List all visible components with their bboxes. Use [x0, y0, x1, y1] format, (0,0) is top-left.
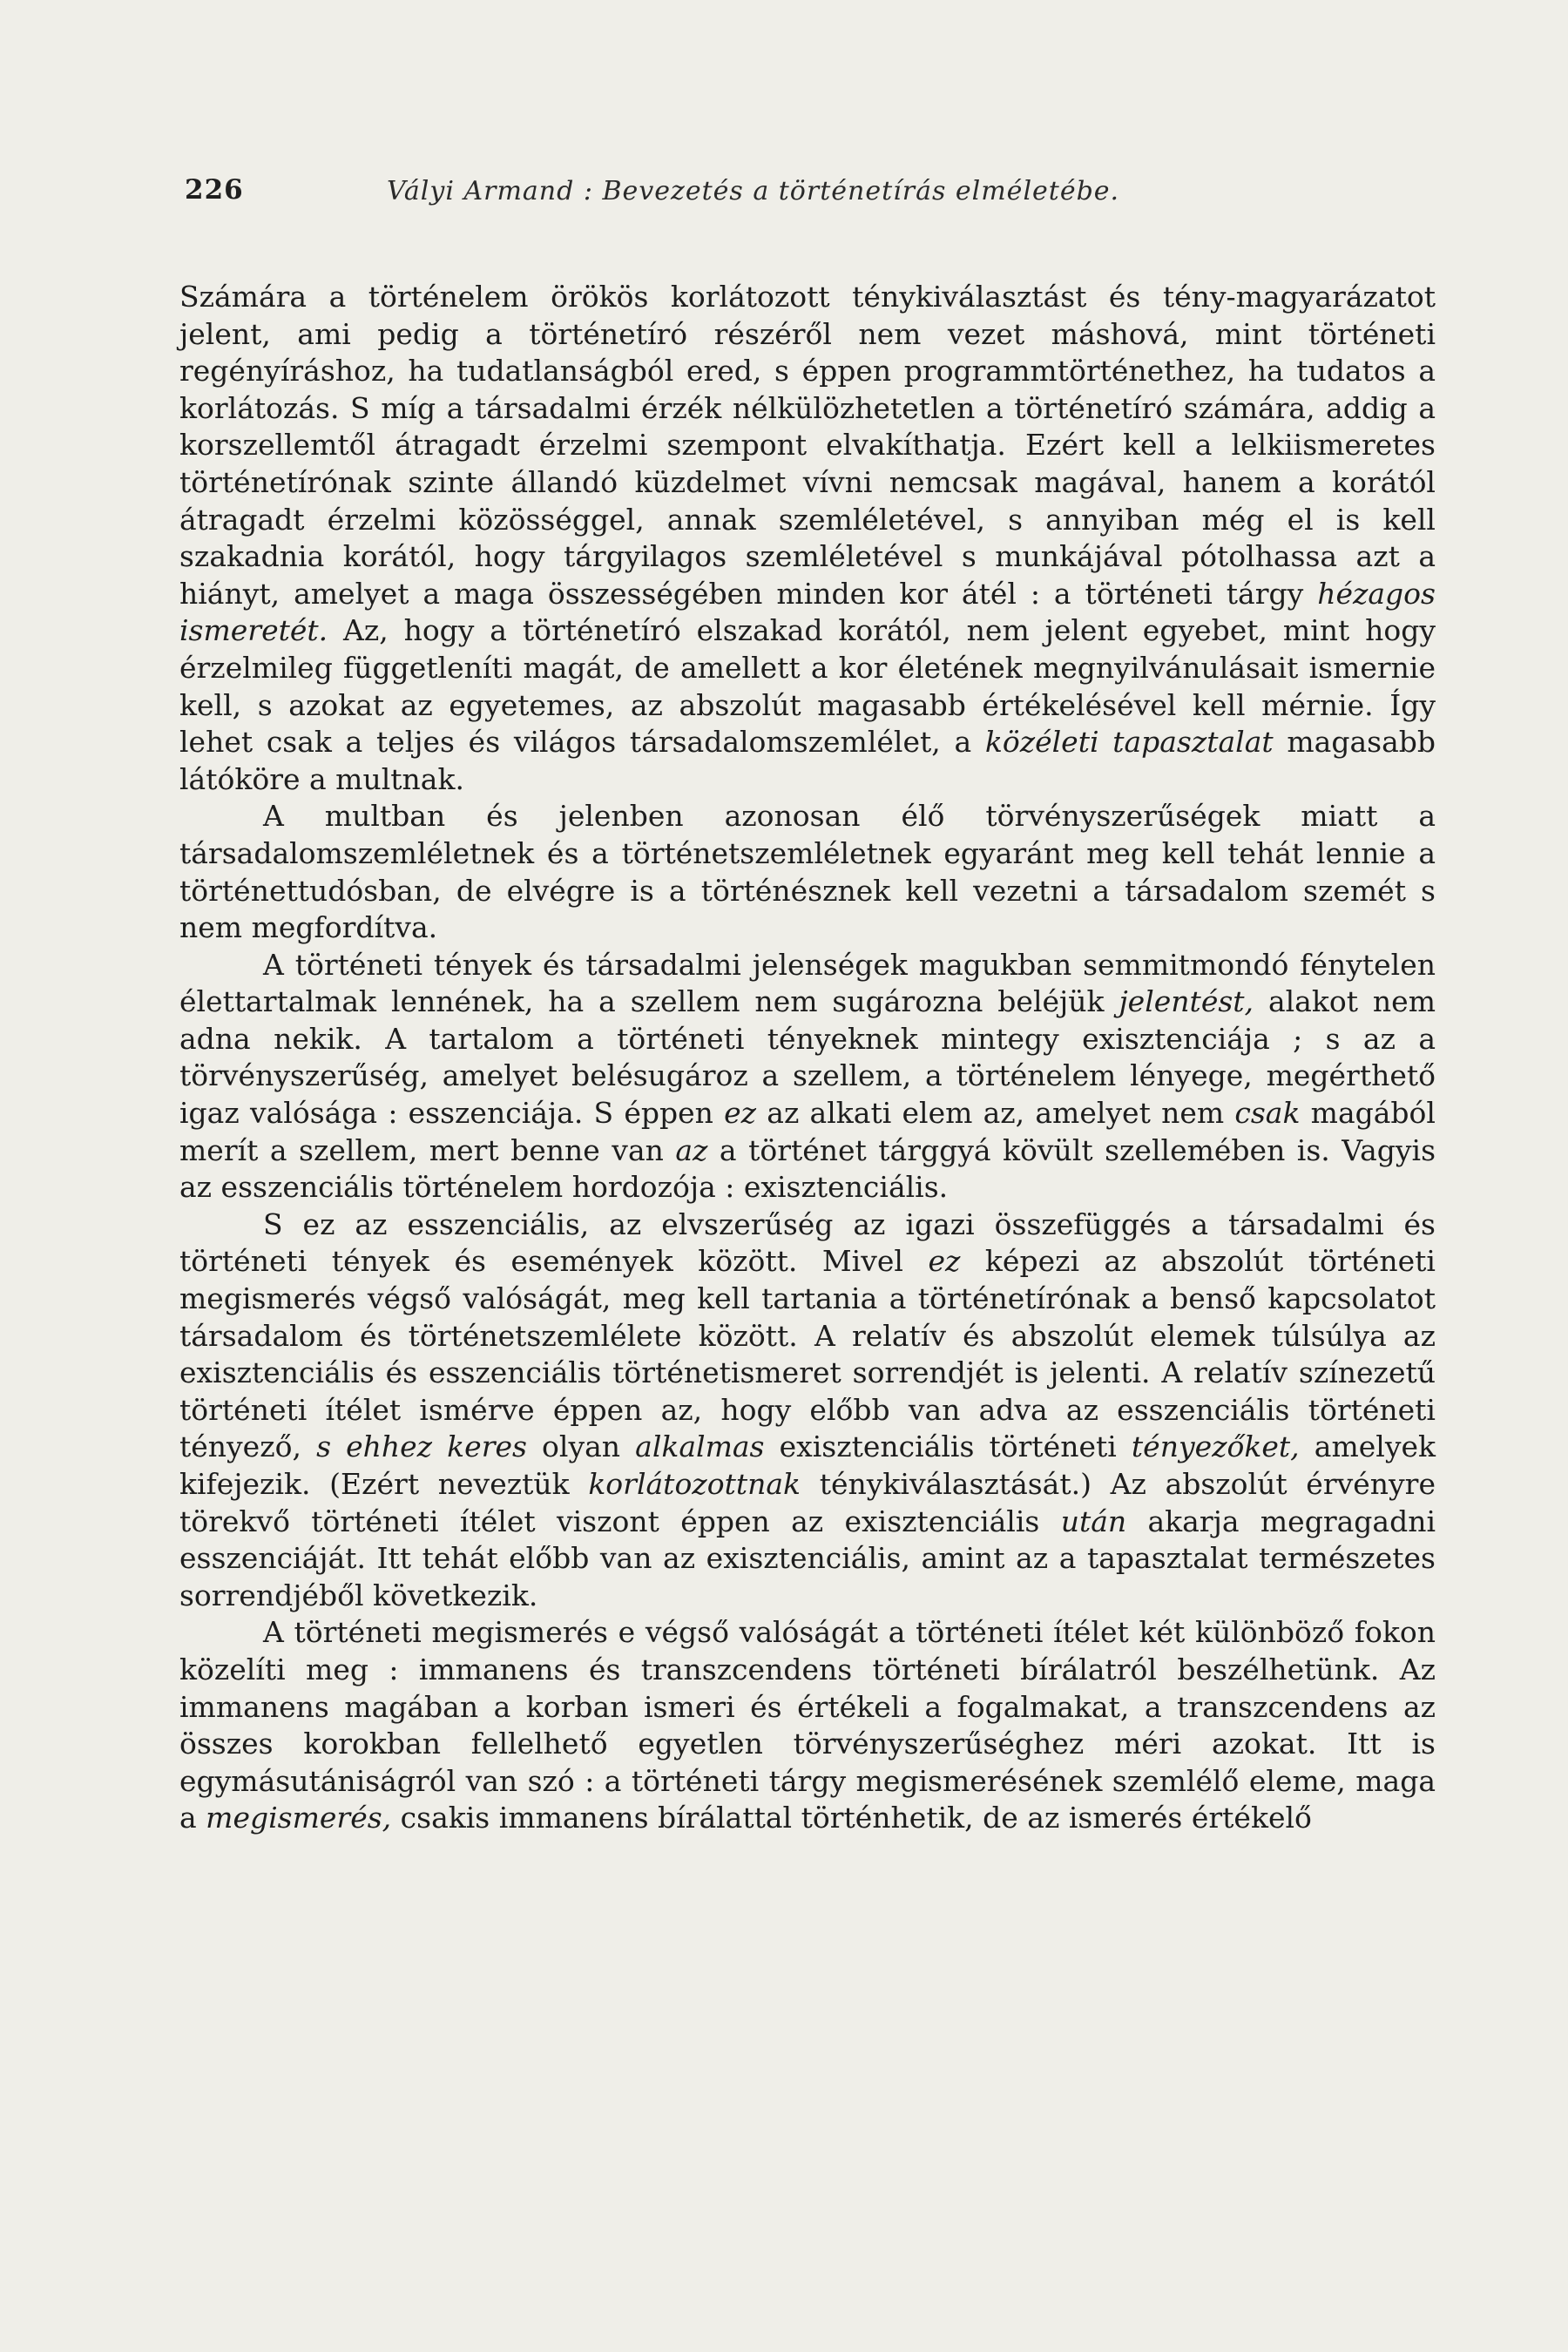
text-run: csakis immanens bírálattal történhetik, de az ismerés értékelő [391, 1801, 1312, 1835]
paragraph-5 [179, 1614, 1436, 1837]
page-number: 226 [185, 174, 244, 206]
text-run: exisztenciális történeti [764, 1429, 1132, 1464]
text-run: amelyek kifejezik. (Ezért neveztük [179, 1429, 1436, 1501]
italic-phrase: ez [928, 1244, 961, 1279]
paragraph-1 [179, 279, 1436, 798]
italic-phrase: ez [724, 1096, 757, 1131]
italic-phrase: tényezőket, [1131, 1429, 1300, 1464]
body-text [179, 279, 1436, 1837]
text-run: Az, hogy a történetíró elszakad korától, nem jelent egyebet, mint hogy érzelmileg függetleníti magát, de amellett a kor életének megnyilvánulásait ismernie kell, s azokat az egyetemes, az abszolút magasabb értékelésével kell mérnie. Így lehet csak a teljes és világos társadalomszemlélet, a [179, 613, 1436, 760]
italic-phrase: közéleti tapasztalat [984, 725, 1274, 760]
italic-phrase: korlátozottnak [588, 1467, 801, 1501]
text-run: magasabb látóköre a multnak. [179, 725, 1436, 796]
text-run: olyan [526, 1429, 636, 1464]
italic-phrase: jelentést, [1119, 984, 1254, 1019]
italic-phrase: után [1060, 1504, 1127, 1538]
page-header [185, 174, 1439, 218]
text-run: a történet tárggyá kövült szellemében is. Vagyis az esszenciális történelem hordozója : exisztenciális. [179, 1132, 1436, 1205]
italic-phrase: hézagos ismeretét. [179, 576, 1436, 648]
paragraph-2 [179, 798, 1436, 946]
text-run: képezi az abszolút történeti megismerés végső valóságát, meg kell tartania a történetírónak a benső kapcsolatot társadalom és történetszemlélete között. A relatív és abszolút elemek túlsúlya az exisztenciális és esszenciális történetismeret sorrendjét is jelenti. A relatív színezetű történeti ítélet ismérve éppen az, hogy előbb van adva az esszenciális történeti tényező, [179, 1244, 1436, 1464]
italic-phrase: alkalmas [635, 1429, 765, 1464]
text-run: S ez az esszenciális, az elvszerűség az igazi összefüggés a társadalmi és történeti tények és események között. Mivel [179, 1206, 1436, 1279]
text-run: akarja megragadni esszenciáját. Itt tehát előbb van az exisztenciális, amint az a tapasztalat természetes sorrendjéből következik. [179, 1504, 1436, 1612]
italic-phrase: csak [1234, 1096, 1301, 1131]
text-run: Számára a történelem örökös korlátozott ténykiválasztást és tény-magyarázatot jelent, ami pedig a történetíró részéről nem vezet máshová, mint történeti regényíráshoz, ha tudatlanságból ered, s éppen programmtörténethez, ha tudatos a korlátozás. S míg a társadalmi érzék nélkülözhetetlen a történetíró számára, addig a korszellemtől átragadt érzelmi szempont elvakíthatja. Ezért kell a lelkiismeretes történetírónak szinte állandó küzdelmet vívni nemcsak magával, hanem a korától átragadt érzelmi közösséggel, annak szemléletével, s annyiban még el is kell szakadnia korától, hogy tárgyilagos szemléletével s munkájával pótolhassa azt a hiányt, amelyet a maga összességében minden kor átél : a történeti tárgy [179, 280, 1436, 611]
italic-phrase: megismerés, [206, 1801, 392, 1835]
text-run: A történeti megismerés e végső valóságát a történeti ítélet két különböző fokon közelíti meg : immanens és transzcendens történeti bírálatról beszélhetünk. Az immanens magában a korban ismeri és értékeli a fogalmakat, a transzcendens az összes korokban fellelhető egyetlen törvényszerűséghez méri azokat. Itt is egymásutániságról van szó : a történeti tárgy megismerésének szemlélő eleme, maga a [179, 1615, 1436, 1835]
italic-phrase: az [675, 1132, 708, 1167]
text-run: ténykiválasztását.) Az abszolút érvényre törekvő történeti ítélet viszont éppen az exisztenciális [179, 1467, 1436, 1538]
italic-phrase: s ehhez keres [316, 1429, 527, 1464]
paragraph-3 [179, 947, 1436, 1206]
text-run: A multban és jelenben azonosan élő törvényszerűségek miatt a társadalomszemléletnek és a történetszemléletnek egyaránt meg kell tehát lennie a történettudósban, de elvégre is a történésznek kell vezetni a társadalom szemét s nem megfordítva. [179, 799, 1436, 945]
text-run: alakot nem adna nekik. A tartalom a történeti tényeknek mintegy exisztenciája ; s az a törvényszerűség, amelyet belésugároz a szellem, a történelem lényege, megérthető igaz valósága : esszenciája. S éppen [179, 984, 1436, 1131]
text-run: az alkati elem az, amelyet nem [756, 1096, 1235, 1131]
running-head: Vályi Armand : Bevezetés a történetírás elméletébe. [387, 176, 1120, 206]
text-run: A történeti tények és társadalmi jelenségek magukban semmitmondó fénytelen élettartalmak lennének, ha a szellem nem sugározna beléjük [179, 947, 1436, 1019]
paragraph-4 [179, 1206, 1436, 1615]
text-run: magából merít a szellem, mert benne van [179, 1096, 1436, 1167]
